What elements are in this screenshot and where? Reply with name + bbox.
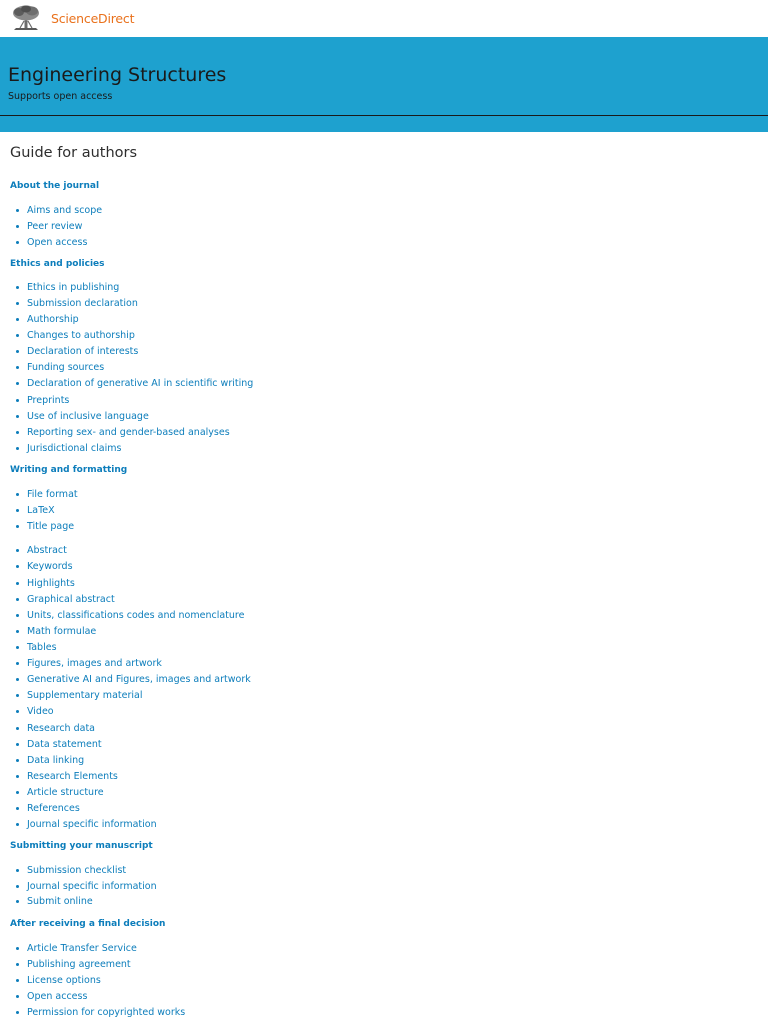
nav-item-jurisdictional-claims[interactable]: Jurisdictional claims (16, 442, 121, 454)
top-bar (0, 0, 768, 37)
nav-item-keywords[interactable]: Keywords (16, 560, 73, 572)
bullet (16, 947, 19, 950)
nav-item-math-formulae[interactable]: Math formulae (16, 625, 96, 637)
nav-item-graphical-abstract[interactable]: Graphical abstract (16, 593, 115, 605)
bullet (16, 694, 19, 697)
bullet (16, 431, 19, 434)
nav-item-peer-review[interactable]: Peer review (16, 220, 82, 232)
bullet (16, 334, 19, 337)
section-heading-submitting[interactable]: Submitting your manuscript (10, 841, 153, 851)
nav-item-article-structure[interactable]: Article structure (16, 786, 104, 798)
bullet (16, 885, 19, 888)
nav-item-submission-declaration[interactable]: Submission declaration (16, 297, 138, 309)
bullet (16, 614, 19, 617)
bullet (16, 710, 19, 713)
bullet (16, 565, 19, 568)
bullet (16, 630, 19, 633)
nav-item-generative-ai-writing[interactable]: Declaration of generative AI in scientific writing (16, 377, 253, 389)
nav-item-figures-artwork[interactable]: Figures, images and artwork (16, 657, 162, 669)
journal-banner (0, 37, 768, 132)
bullet (16, 995, 19, 998)
bullet (16, 286, 19, 289)
bullet (16, 900, 19, 903)
bullet (16, 963, 19, 966)
nav-item-latex[interactable]: LaTeX (16, 504, 55, 516)
sciencedirect-logo-link[interactable] (10, 4, 134, 32)
bullet (16, 399, 19, 402)
nav-item-title-page[interactable]: Title page (16, 520, 74, 532)
bullet (16, 209, 19, 212)
section-heading-about[interactable]: About the journal (10, 181, 100, 191)
section-heading-writing[interactable]: Writing and formatting (10, 465, 128, 475)
nav-item-units-nomenclature[interactable]: Units, classifications codes and nomenclature (16, 609, 244, 621)
open-access-label: Supports open access (8, 91, 113, 102)
nav-item-permission-copyrighted-works[interactable]: Permission for copyrighted works (16, 1006, 185, 1018)
page-title: Guide for authors (10, 145, 138, 161)
nav-item-article-transfer-service[interactable]: Article Transfer Service (16, 942, 137, 954)
nav-item-inclusive-language[interactable]: Use of inclusive language (16, 410, 149, 422)
bullet (16, 549, 19, 552)
bullet (16, 350, 19, 353)
bullet (16, 823, 19, 826)
section-heading-after-decision[interactable]: After receiving a final decision (10, 919, 166, 929)
bullet (16, 366, 19, 369)
bullet (16, 646, 19, 649)
bullet (16, 979, 19, 982)
nav-item-publishing-agreement[interactable]: Publishing agreement (16, 958, 131, 970)
bullet (16, 727, 19, 730)
nav-item-video[interactable]: Video (16, 705, 54, 717)
nav-item-abstract[interactable]: Abstract (16, 544, 67, 556)
journal-title[interactable]: Engineering Structures (8, 64, 227, 86)
banner-divider (0, 115, 768, 116)
bullet (16, 582, 19, 585)
nav-item-submission-checklist[interactable]: Submission checklist (16, 864, 126, 876)
bullet (16, 759, 19, 762)
nav-item-open-access[interactable]: Open access (16, 236, 87, 248)
nav-item-file-format[interactable]: File format (16, 488, 78, 500)
bullet (16, 302, 19, 305)
bullet (16, 509, 19, 512)
bullet (16, 241, 19, 244)
nav-item-changes-to-authorship[interactable]: Changes to authorship (16, 329, 135, 341)
section-heading-ethics[interactable]: Ethics and policies (10, 259, 105, 269)
bullet (16, 678, 19, 681)
nav-item-declaration-of-interests[interactable]: Declaration of interests (16, 345, 138, 357)
nav-item-data-statement[interactable]: Data statement (16, 738, 102, 750)
bullet (16, 869, 19, 872)
nav-item-open-access-final[interactable]: Open access (16, 990, 87, 1002)
nav-item-data-linking[interactable]: Data linking (16, 754, 84, 766)
nav-item-preprints[interactable]: Preprints (16, 394, 69, 406)
bullet (16, 415, 19, 418)
nav-item-highlights[interactable]: Highlights (16, 577, 75, 589)
nav-item-authorship[interactable]: Authorship (16, 313, 79, 325)
nav-item-license-options[interactable]: License options (16, 974, 101, 986)
bullet (16, 807, 19, 810)
bullet (16, 1011, 19, 1014)
bullet (16, 225, 19, 228)
elsevier-tree-icon (10, 4, 42, 32)
nav-item-aims-and-scope[interactable]: Aims and scope (16, 204, 102, 216)
nav-item-tables[interactable]: Tables (16, 641, 57, 653)
bullet (16, 775, 19, 778)
bullet (16, 598, 19, 601)
nav-item-journal-specific-info-submitting[interactable]: Journal specific information (16, 880, 157, 892)
brand-name: ScienceDirect (51, 10, 135, 26)
nav-item-submit-online[interactable]: Submit online (16, 895, 93, 907)
nav-item-references[interactable]: References (16, 802, 80, 814)
nav-item-research-data[interactable]: Research data (16, 722, 95, 734)
bullet (16, 318, 19, 321)
nav-item-ethics-in-publishing[interactable]: Ethics in publishing (16, 281, 119, 293)
bullet (16, 447, 19, 450)
nav-item-generative-ai-figures[interactable]: Generative AI and Figures, images and artwork (16, 673, 251, 685)
nav-item-supplementary-material[interactable]: Supplementary material (16, 689, 142, 701)
nav-item-journal-specific-info-writing[interactable]: Journal specific information (16, 818, 157, 830)
bullet (16, 525, 19, 528)
bullet (16, 382, 19, 385)
bullet (16, 791, 19, 794)
nav-item-funding-sources[interactable]: Funding sources (16, 361, 104, 373)
nav-item-sex-gender-analyses[interactable]: Reporting sex- and gender-based analyses (16, 426, 230, 438)
bullet (16, 662, 19, 665)
bullet (16, 493, 19, 496)
nav-item-research-elements[interactable]: Research Elements (16, 770, 118, 782)
bullet (16, 743, 19, 746)
